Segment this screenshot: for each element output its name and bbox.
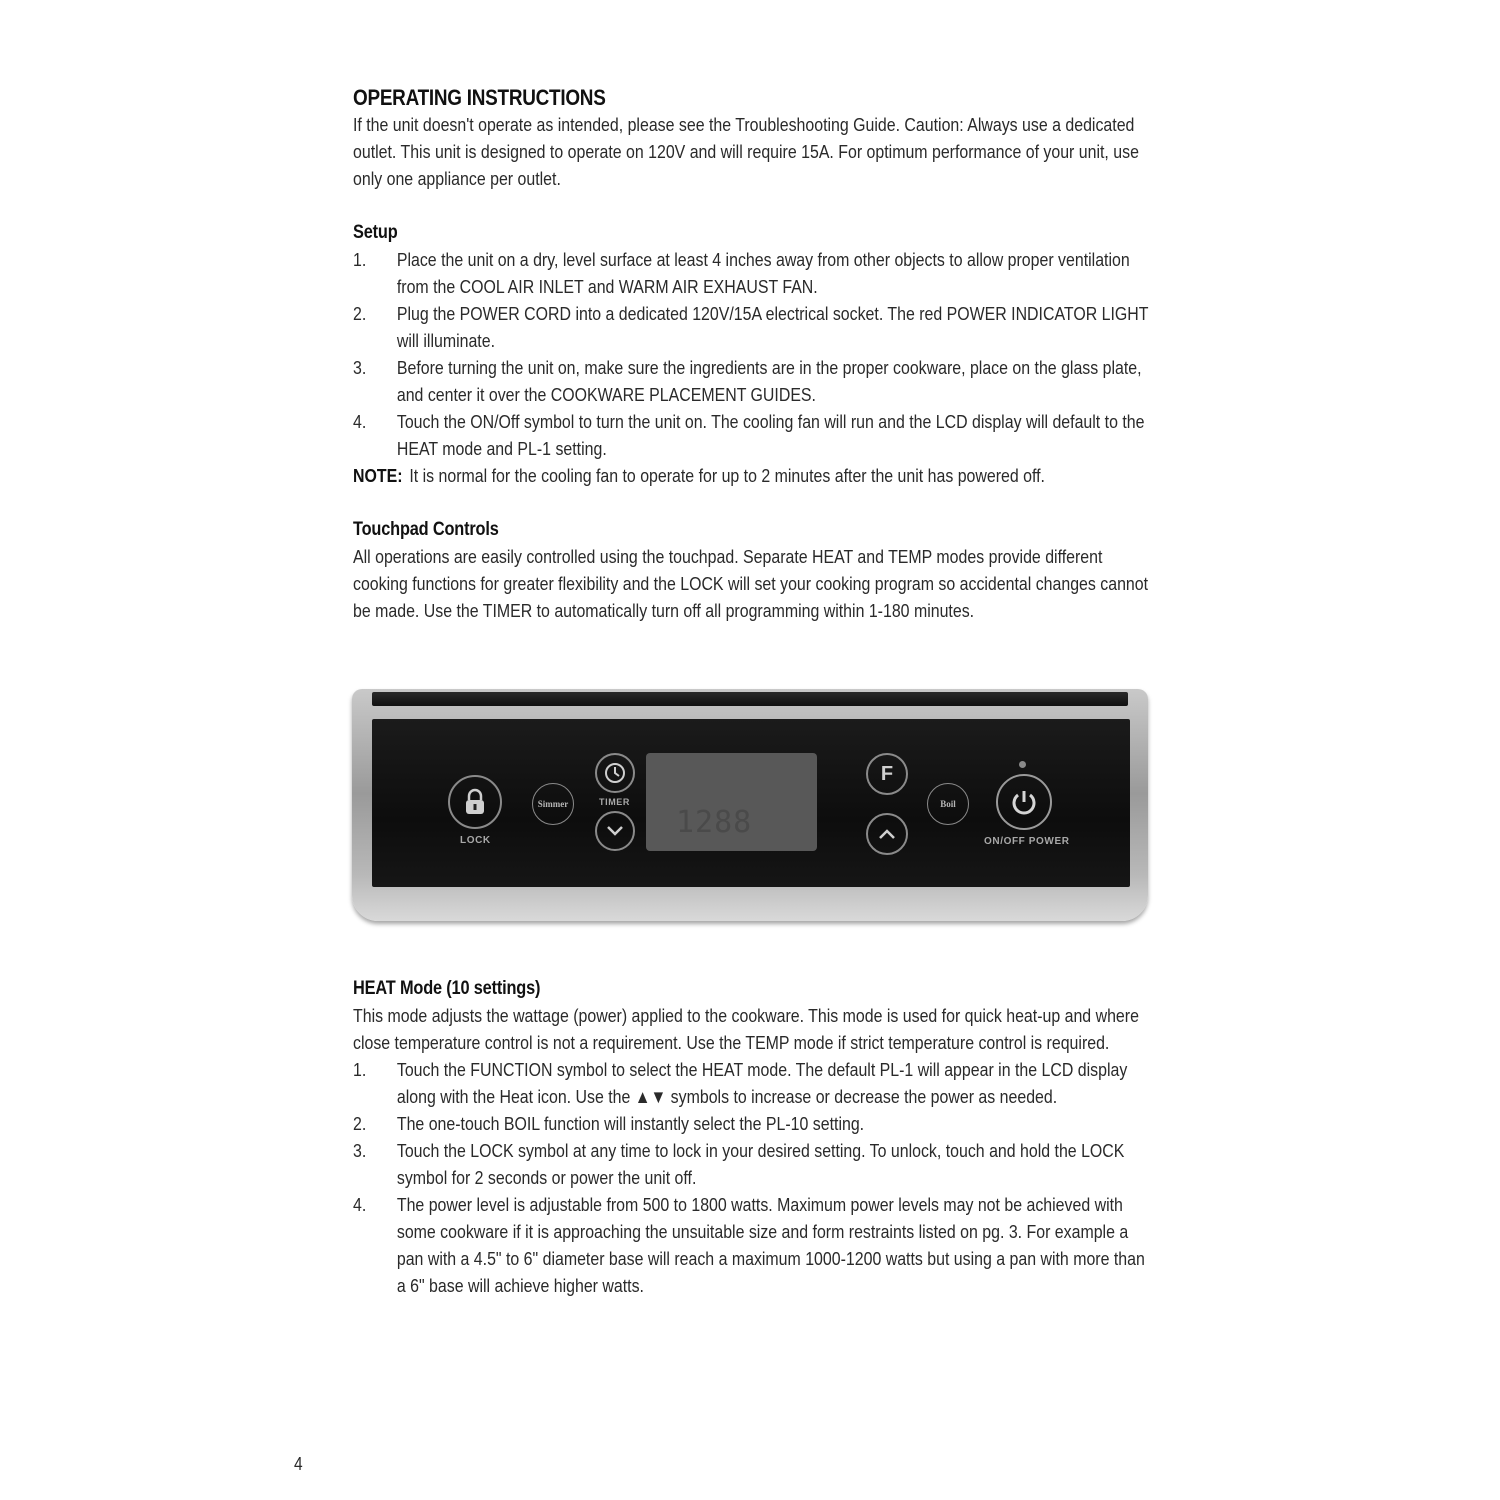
- lcd-ghost-digits: 1288: [676, 805, 753, 840]
- heat-mode-list: [353, 1056, 1153, 1299]
- bottom-text-block: [353, 975, 1153, 1299]
- list-number: 1.: [353, 249, 367, 270]
- lock-label: LOCK: [460, 835, 491, 846]
- list-number: 2.: [353, 303, 367, 324]
- list-item: [353, 246, 1153, 300]
- list-number: 2.: [353, 1113, 367, 1134]
- list-number: 3.: [353, 1140, 367, 1161]
- list-text: Touch the LOCK symbol at any time to lock in your desired setting. To unlock, touch and hold the LOCK symbol for 2 seconds or power the unit off.: [396, 1140, 1125, 1188]
- touchpad-paragraph: All operations are easily controlled using the touchpad. Separate HEAT and TEMP modes provide different cooking functions for greater flexibility and the LOCK will set your cooking program so accidental changes cannot be made. Use the TIMER to automatically turn off all programming within 1-180 minutes.: [353, 546, 1149, 621]
- timer-label: TIMER: [599, 797, 630, 807]
- list-number: 1.: [353, 1059, 367, 1080]
- power-icon: [1009, 787, 1039, 817]
- timer-button: [595, 753, 635, 793]
- list-item: [353, 354, 1153, 408]
- list-item: [353, 1056, 1153, 1110]
- page-number: 4: [294, 1454, 303, 1474]
- touchpad-heading: Touchpad Controls: [353, 519, 499, 540]
- panel-glass: [372, 719, 1130, 887]
- list-text: Plug the POWER CORD into a dedicated 120V/15A electrical socket. The red POWER INDICATOR LIGHT will illuminate.: [396, 303, 1149, 351]
- down-button: [595, 811, 635, 851]
- power-indicator-light: [1019, 761, 1026, 768]
- list-text: The power level is adjustable from 500 to 1800 watts. Maximum power levels may not be achieved with some cookware if it is approaching the unsuitable size and form restraints listed on pg. 3. For example a pan with a 4.5" to 6" diameter base will reach a maximum 1000-1200 watts but using a pan with more than a 6" base will achieve higher watts.: [396, 1194, 1145, 1296]
- note-label: NOTE:: [353, 465, 403, 486]
- heat-mode-heading: HEAT Mode (10 settings): [353, 978, 541, 999]
- top-text-block: [353, 84, 1153, 624]
- intro-paragraph: If the unit doesn't operate as intended, please see the Troubleshooting Guide. Caution: Always use a dedicated outlet. This unit is designed to operate on 120V and will require 15A. For optimum performance of your unit, use only one appliance per outlet.: [353, 114, 1139, 189]
- up-button: [866, 813, 908, 855]
- note-text: It is normal for the cooling fan to operate for up to 2 minutes after the unit has powered off.: [409, 465, 1045, 486]
- list-item: [353, 1110, 1153, 1137]
- chevron-up-icon: [877, 827, 897, 841]
- page-title: OPERATING INSTRUCTIONS: [353, 85, 606, 110]
- control-panel-image: [352, 689, 1148, 925]
- bottom-text-inner: [353, 975, 1153, 1299]
- function-button: [866, 753, 908, 795]
- setup-heading: Setup: [353, 222, 398, 243]
- list-item: [353, 1191, 1153, 1299]
- list-item: [353, 1137, 1153, 1191]
- list-item: [353, 408, 1153, 462]
- function-icon: F: [880, 762, 894, 785]
- list-text: The one-touch BOIL function will instantly select the PL-10 setting.: [396, 1113, 865, 1134]
- lock-button: [448, 775, 502, 829]
- top-text-inner: [353, 84, 1153, 624]
- lcd-display: [646, 753, 817, 851]
- setup-note: [353, 462, 1153, 489]
- list-number: 4.: [353, 411, 367, 432]
- simmer-label: Simmer: [537, 799, 569, 809]
- list-text: Place the unit on a dry, level surface at least 4 inches away from other objects to allow proper ventilation from the COOL AIR INLET and WARM AIR EXHAUST FAN.: [396, 249, 1130, 297]
- boil-label: Boil: [940, 799, 956, 809]
- setup-list: [353, 246, 1153, 462]
- clock-icon: [603, 761, 627, 785]
- panel-top-strip: [372, 692, 1128, 706]
- lock-icon: [463, 788, 487, 816]
- list-text: Touch the FUNCTION symbol to select the HEAT mode. The default PL-1 will appear in the LCD display along with the Heat icon. Use the ▲▼ symbols to increase or decrease the power as needed.: [396, 1059, 1128, 1107]
- heat-mode-paragraph: This mode adjusts the wattage (power) applied to the cookware. This mode is used for quick heat-up and where close temperature control is not a requirement. Use the TEMP mode if strict temperature control is required.: [353, 1005, 1139, 1053]
- chevron-down-icon: [605, 824, 625, 838]
- power-label: ON/OFF POWER: [984, 836, 1070, 847]
- boil-button: [927, 783, 969, 825]
- panel-housing: [352, 689, 1148, 921]
- list-item: [353, 300, 1153, 354]
- list-text: Touch the ON/Off symbol to turn the unit on. The cooling fan will run and the LCD display will default to the HEAT mode and PL-1 setting.: [396, 411, 1145, 459]
- power-button: [996, 774, 1052, 830]
- list-number: 4.: [353, 1194, 367, 1215]
- list-text: Before turning the unit on, make sure the ingredients are in the proper cookware, place on the glass plate, and center it over the COOKWARE PLACEMENT GUIDES.: [396, 357, 1142, 405]
- simmer-button: [532, 783, 574, 825]
- list-number: 3.: [353, 357, 367, 378]
